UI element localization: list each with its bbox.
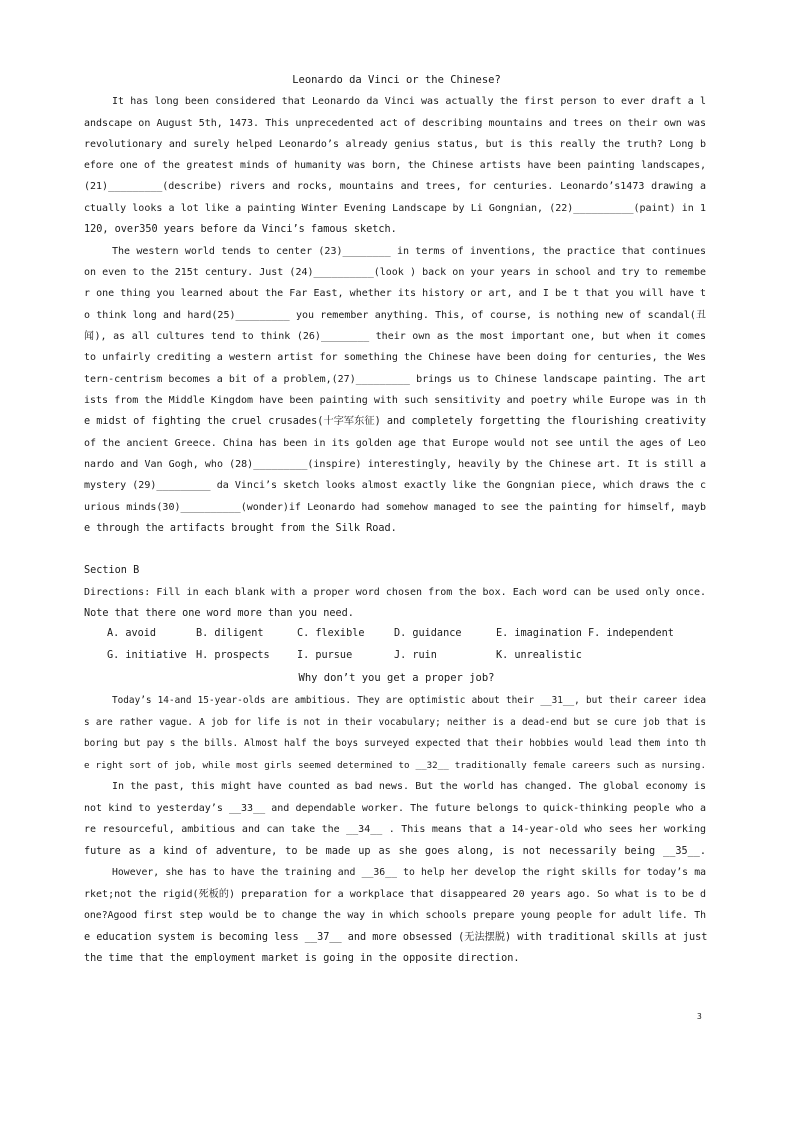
- passage-line: rket;not the rigid(死板的) preparation for a workplace that disappeared 20 years ago. So what is to be d: [84, 889, 706, 900]
- passage-line: o think long and hard(25)_________ you remember anything. This, of course, is nothing new of scandal(丑: [84, 310, 706, 321]
- word-option: A. avoid: [107, 628, 157, 639]
- passage-line: It has long been considered that Leonardo da Vinci was actually the first person to ever draft a l: [112, 96, 706, 107]
- word-option: K. unrealistic: [496, 650, 582, 661]
- passage-line: mystery (29)_________ da Vinci’s sketch looks almost exactly like the Gongnian piece, which draws the c: [84, 480, 706, 491]
- passage-line: 120, over350 years before da Vinci’s famous sketch.: [84, 224, 397, 235]
- directions-line: Note that there one word more than you need.: [84, 608, 354, 619]
- passage-line: of the ancient Greece. China has been in its golden age that Europe would not see until the ages of Leo: [84, 438, 706, 449]
- passage-line: In the past, this might have counted as bad news. But the world has changed. The global economy is: [112, 781, 706, 792]
- word-option: I. pursue: [297, 650, 353, 661]
- word-box-row: [107, 650, 707, 664]
- passage-line: one?Agood first step would be to change the way in which schools prepare young people for adult life. Th: [84, 910, 706, 921]
- directions-line: Directions: Fill in each blank with a proper word chosen from the box. Each word can be used only once.: [84, 587, 706, 598]
- passage-line: to unfairly crediting a western artist for something the Chinese have been doing for centuries, the Wes: [84, 352, 706, 363]
- passage-line: andscape on August 5th, 1473. This unprecedented act of describing mountains and trees on their own was: [84, 118, 706, 129]
- word-option: D. guidance: [394, 628, 462, 639]
- passage-title: Why don’t you get a proper job?: [298, 672, 495, 684]
- passage-line: nardo and Van Gogh, who (28)_________(inspire) interestingly, heavily by the Chinese art. It is still a: [84, 459, 706, 470]
- passage-line: future as a kind of adventure, to be made up as she goes along, is not necessarily being __35__.: [84, 846, 706, 857]
- passage-line: e midst of fighting the cruel crusades(十字军东征) and completely forgetting the flourishing creativity: [84, 416, 706, 427]
- passage-line: (21)_________(describe) rivers and rocks, mountains and trees, for centuries. Leonardo’s1473 drawing a: [84, 181, 706, 192]
- passage-line: on even to the 215t century. Just (24)__________(look ) back on your years in school and try to remembe: [84, 267, 706, 278]
- passage-line: the time that the employment market is going in the opposite direction.: [84, 953, 520, 964]
- word-option: J. ruin: [394, 650, 437, 661]
- word-option: E. imagination F. independent: [496, 628, 674, 639]
- word-option: C. flexible: [297, 628, 365, 639]
- passage-line: re resourceful, ambitious and can take the __34__ . This means that a 14-year-old who sees her working: [84, 824, 706, 835]
- word-option: B. diligent: [196, 628, 264, 639]
- passage-line: s are rather vague. A job for life is not in their vocabulary; neither is a dead-end but se cure job that is: [84, 717, 706, 728]
- passage-line: urious minds(30)__________(wonder)if Leonardo had somehow managed to see the painting for himself, mayb: [84, 502, 706, 513]
- passage-line: tern-centrism becomes a bit of a problem,(27)_________ brings us to Chinese landscape painting. The art: [84, 374, 706, 385]
- passage-line: ctually looks a lot like a painting Winter Evening Landscape by Li Gongnian, (22)__________(paint) in 1: [84, 203, 706, 214]
- passage-line: revolutionary and surely helped Leonardo’s already genius status, but is this really the truth? Long b: [84, 139, 706, 150]
- passage-line: e education system is becoming less __37__ and more obsessed (无法摆脱) with traditional skills at just: [84, 932, 708, 943]
- passage-line: not kind to yesterday’s __33__ and dependable worker. The future belongs to quick-thinking people who a: [84, 803, 706, 814]
- page-number: 3: [697, 1012, 702, 1021]
- passage-line: e right sort of job, while most girls seemed determined to __32__ traditionally female careers such as nursing.: [84, 760, 706, 771]
- passage-line: e through the artifacts brought from the Silk Road.: [84, 523, 397, 534]
- word-option: G. initiative: [107, 650, 187, 661]
- passage-line: r one thing you learned about the Far East, whether its history or art, and I be t that you will have t: [84, 288, 706, 299]
- section-heading: Section B: [84, 565, 140, 576]
- passage-line: Today’s 14-and 15-year-olds are ambitious. They are optimistic about their __31__, but their career idea: [112, 695, 706, 706]
- word-option: H. prospects: [196, 650, 270, 661]
- passage-line: However, she has to have the training and __36__ to help her develop the right skills for today’s ma: [112, 867, 706, 878]
- passage-line: boring but pay s the bills. Almost half the boys surveyed expected that their hobbies would lead them into th: [84, 738, 706, 749]
- passage-title: Leonardo da Vinci or the Chinese?: [292, 74, 501, 86]
- passage-line: 闻), as all cultures tend to think (26)________ their own as the most important one, but when it comes: [84, 331, 706, 342]
- passage-line: efore one of the greatest minds of humanity was born, the Chinese artists have been painting landscapes,: [84, 160, 706, 171]
- passage-line: The western world tends to center (23)________ in terms of inventions, the practice that continues: [112, 246, 706, 257]
- passage-line: ists from the Middle Kingdom have been painting with such sensitivity and poetry while Europe was in th: [84, 395, 706, 406]
- word-box-row: [107, 628, 707, 642]
